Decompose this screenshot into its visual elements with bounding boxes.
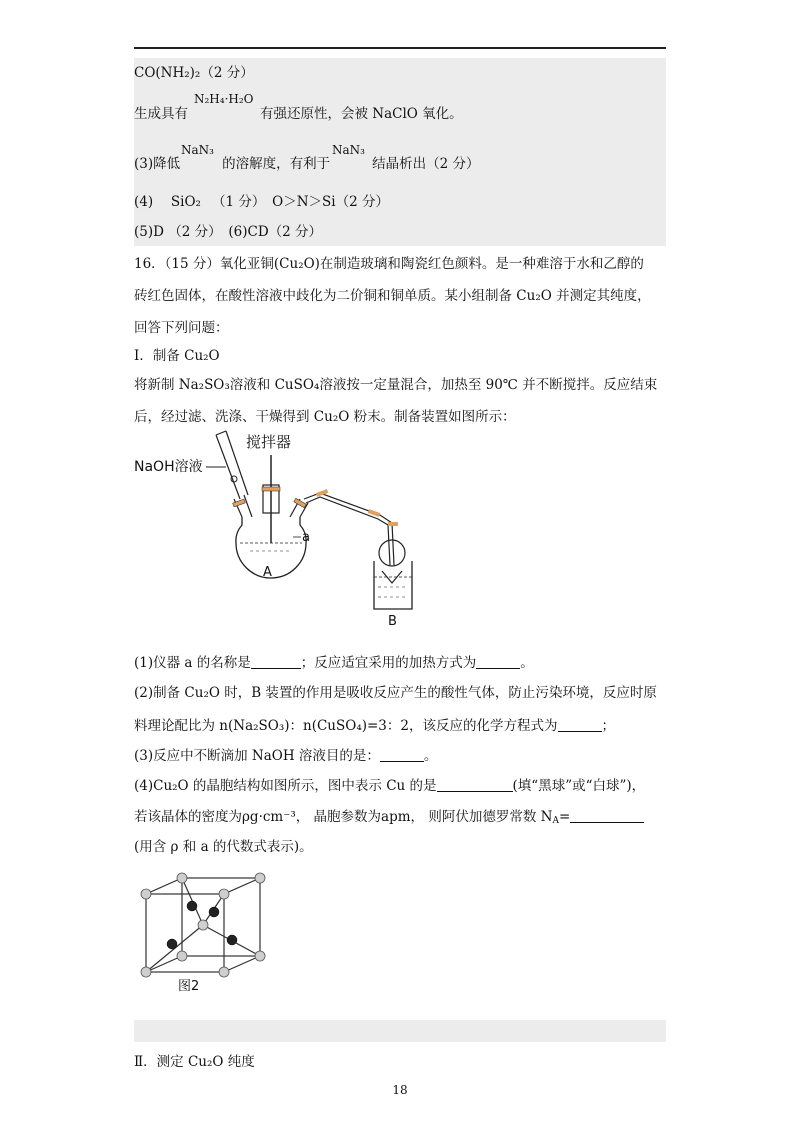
question-4-text: (4)Cu₂O 的晶胞结构如图所示，图中表示 Cu 的是: [134, 778, 437, 794]
answer-blank-6[interactable]: [570, 808, 644, 823]
question-2-text: 料理论配比为 n(Na₂SO₃)：n(CuSO₄)=3：2，该反应的化学方程式为: [134, 718, 558, 734]
center-stopper: [262, 487, 280, 491]
question-4-line-3: (用含 ρ 和 a 的代数式表示)。: [134, 839, 313, 855]
question-4-line-1: [134, 776, 645, 796]
crystal-caption: 图2: [178, 979, 200, 994]
answer-line-1: CO(NH₂)₂（2 分）: [134, 65, 254, 81]
formula-nan3-2: NaN₃: [332, 143, 365, 157]
label-A: A: [263, 565, 272, 580]
black-ball-4: [227, 935, 237, 945]
question-4-line-2-sub: A: [552, 816, 559, 826]
question-2-text-b: ；: [601, 718, 615, 734]
question-4-text-b: (填“黑球”或“白球”)，: [512, 778, 646, 794]
question-2-line-1: (2)制备 Cu₂O 时，B 装置的作用是吸收反应产生的酸性气体，防止污染环境，反应时原: [134, 685, 657, 701]
label-a: a: [302, 530, 310, 545]
funnel-side-b: [226, 431, 248, 495]
answer-line-2-post: 有强还原性，会被 NaClO 氧化。: [260, 106, 463, 122]
answer-line-3: [134, 154, 480, 174]
gas-tube: [304, 493, 394, 565]
question-intro-1: 16．（15 分）氧化亚铜(Cu₂O)在制造玻璃和陶瓷红色颜料。是一种难溶于水和乙醇的: [134, 256, 644, 272]
funnel-top: [216, 431, 226, 435]
formula-n2h4: N₂H₄·H₂O: [194, 92, 254, 106]
answer-line-3-a: (3)降低: [134, 156, 181, 172]
question-intro-2: 砖红色固体，在酸性溶液中歧化为二价铜和铜单质。某小组制备 Cu₂O 并测定其纯度，: [134, 288, 651, 304]
label-B: B: [388, 614, 397, 629]
top-rule: [134, 47, 666, 49]
center-white-ball: [198, 920, 208, 930]
answer-blank-2[interactable]: [476, 654, 520, 669]
black-ball-1: [187, 901, 197, 911]
naoh-label: NaOH溶液: [134, 459, 203, 475]
crystal-cell-diagram: [130, 866, 270, 996]
question-1: [134, 653, 534, 673]
answer-line-2-text: 生成具有: [134, 106, 188, 122]
left-neck-b: [244, 495, 252, 517]
answer-line-3-b: 的溶解度，有利于: [222, 156, 331, 172]
answer-line-4: (4) SiO₂ （1 分） O＞N＞Si（2 分）: [134, 194, 389, 210]
black-ball-2: [209, 907, 219, 917]
procedure-2: 后，经过滤、洗涤、干燥得到 Cu₂O 粉末。制备装置如图所示：: [134, 409, 516, 425]
question-1-text-c: 。: [520, 655, 534, 671]
beaker: [374, 561, 412, 609]
answer-line-5: (5)D （2 分） (6)CD（2 分）: [134, 224, 323, 240]
question-1-text: (1)仪器 a 的名称是: [134, 655, 251, 671]
question-3-text: (3)反应中不断滴加 NaOH 溶液目的是：: [134, 748, 380, 764]
procedure-1: 将新制 Na₂SO₃溶液和 CuSO₄溶液按一定量混合，加热至 90℃ 并不断搅拌。反应结束: [134, 377, 658, 393]
section-title-2: Ⅱ．测定 Cu₂O 纯度: [134, 1054, 255, 1070]
grey-separator: [134, 1020, 666, 1042]
apparatus-diagram: [130, 425, 460, 630]
question-4-line-2: [134, 807, 644, 831]
answer-line-2: [134, 104, 463, 124]
absorber-bulb: [379, 540, 405, 566]
answer-line-3-c: 结晶析出（2 分）: [372, 156, 480, 172]
question-1-text-b: ；反应适宜采用的加热方式为: [300, 655, 477, 671]
answer-blank-4[interactable]: [380, 747, 424, 762]
black-ball-3: [167, 939, 177, 949]
question-intro-3: 回答下列问题：: [134, 320, 229, 336]
gas-tube-inner: [306, 497, 390, 565]
question-3-text-b: 。: [423, 748, 438, 764]
answer-blank-3[interactable]: [558, 717, 602, 732]
page-number: 18: [392, 1083, 408, 1097]
answer-blank-1[interactable]: [251, 654, 301, 669]
question-4-line-2-text: 若该晶体的密度为ρg·cm⁻³， 晶胞参数为apm， 则阿伏加德罗常数 N: [134, 809, 553, 825]
formula-nan3-1: NaN₃: [181, 143, 214, 157]
tube-joint-3: [388, 522, 398, 526]
question-3: [134, 746, 437, 766]
question-4-line-2-text-b: =: [558, 809, 571, 825]
section-title-1: I．制备 Cu₂O: [134, 348, 220, 364]
answer-blank-5[interactable]: [437, 777, 513, 792]
stirrer-label: 搅拌器: [246, 433, 292, 451]
question-2-line-2: [134, 716, 615, 736]
